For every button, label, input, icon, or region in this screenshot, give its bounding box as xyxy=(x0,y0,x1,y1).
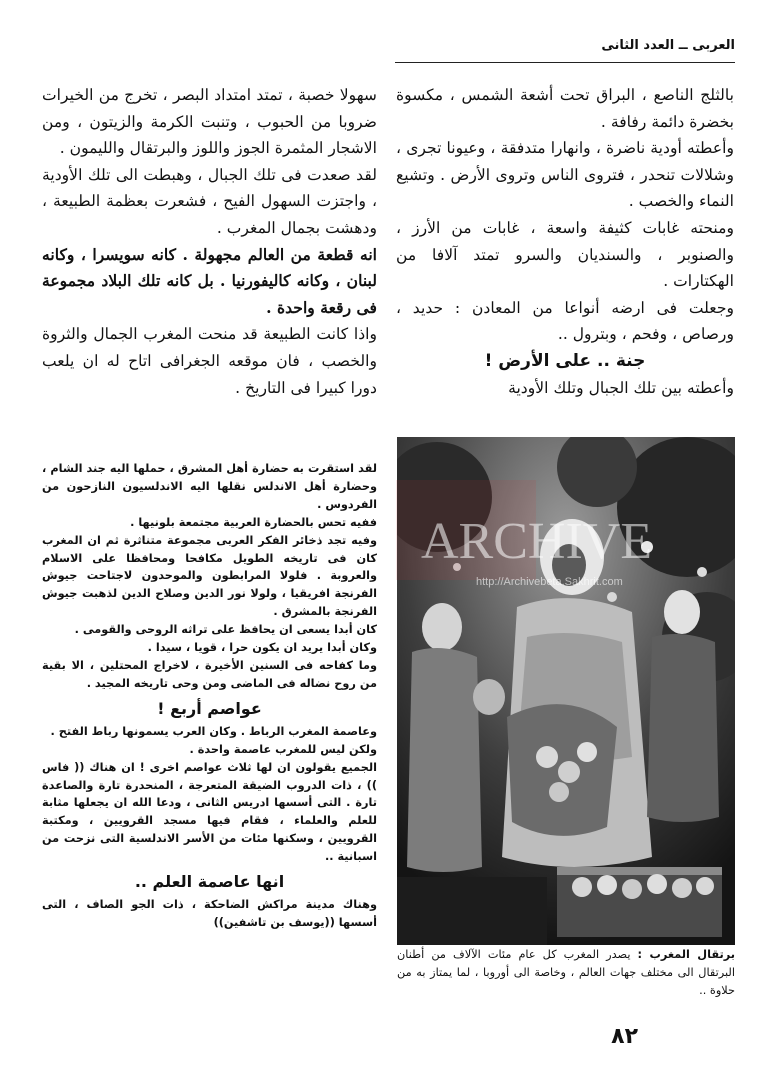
paragraph: ومنحته غابات كثيفة واسعة ، غابات من الأرز ، والصنوبر ، والسنديان والسرو تمتد آلافا من الهكتارات . xyxy=(396,218,734,291)
paragraph: وأعطته بين تلك الجبال وتلك الأودية xyxy=(508,378,734,397)
small-text-column xyxy=(42,460,377,932)
bold-passage: انه قطعة من العالم مجهولة . كانه سويسرا ، وكانه لبنان ، وكانه كاليفورنيا . بل كانه تلك البلاد مجموعة فى رقعة واحدة . xyxy=(42,244,377,317)
paragraph: كان أبدا يسعى ان يحافظ على تراثه الروحى والقومى . xyxy=(74,623,377,637)
paragraph: ففيه تحس بالحضارة العربية مجتمعة بلونيها . xyxy=(130,515,377,529)
watermark-text: ARCHIVE xyxy=(421,513,653,570)
paragraph: الجميع يقولون ان لها ثلاث عواصم اخرى ! ان هناك (( فاس )) ، ذات الدروب الضيقة المتعرجة ، المنحدرة تارة والصاعدة تارة . التى أسسها ادريس الثانى ، ودعا الله ان يجعلها مثابة للعلم والعلماء ، فقام فيها مسجد القرويين ، ومكتبة القرويين ، وسكنها مئات من الأسر الاندلسية التى نزحت من اسبانية .. xyxy=(42,760,377,864)
paragraph: لقد استقرت به حضارة أهل المشرق ، حملها اليه جند الشام ، وحضارة أهل الاندلس نقلها اليه الاندلسيون النازحون من الفردوس . xyxy=(42,462,377,511)
paragraph: وما كفاحه فى السنين الأخيرة ، لاخراج المحتلين ، الا بقية من روح نضاله فى الماضى ومن وحى تاريخه المجيد . xyxy=(42,658,377,690)
header-rule xyxy=(395,62,735,63)
page-number: ٨٢ xyxy=(611,1024,638,1049)
paragraph: واذا كانت الطبيعة قد منحت المغرب الجمال والثروة والخصب ، فان موقعه الجغرافى اتاح له ان يلعب دورا كبيرا فى التاريخ . xyxy=(42,325,377,397)
caption-text: يصدر المغرب كل عام مئات الآلاف من أطنان البرتقال الى مختلف جهات العالم ، وخاصة الى أوروبا ، لما يمتاز به من حلاوة .. xyxy=(397,948,735,997)
paragraph: وجعلت فى ارضه أنواعا من المعادن : حديد ، ورصاص ، وفحم ، وبترول .. xyxy=(396,298,734,344)
paragraph: بالثلج الناصع ، البراق تحت أشعة الشمس ، مكسوة بخضرة دائمة رفافة . xyxy=(396,86,734,131)
left-column xyxy=(42,82,377,401)
photo-caption xyxy=(397,946,735,1000)
caption-lead: برتقال المغرب : xyxy=(637,948,735,961)
subheading: عواصم أربع ! xyxy=(157,698,262,718)
paragraph: وعاصمة المغرب الرباط . وكان العرب يسمونها رباط الفتح . xyxy=(50,724,377,738)
paragraph: ولكن ليس للمغرب عاصمة واحدة . xyxy=(189,742,377,756)
watermark-url: http://Archivebeta.Sakhrit.com xyxy=(476,576,623,588)
paragraph: وكان أبدا يريد ان يكون حرا ، قويا ، سيدا . xyxy=(147,641,377,655)
paragraph: لقد صعدت فى تلك الجبال ، وهبطت الى تلك الأودية ، واجتزت السهول الفيح ، فشعرت بعظمة الطبيعة ، ودهشت بجمال المغرب . xyxy=(42,165,377,237)
running-header: العربى ــ العدد الثانى xyxy=(601,38,735,53)
subheading: جنة .. على الأرض ! xyxy=(484,350,646,371)
right-column xyxy=(396,82,734,401)
paragraph: وأعطته أودية ناضرة ، وانهارا متدفقة ، وعيونا تجرى ، وشلالات تنحدر ، فتروى الناس وتروى الأرض . وتشيع النماء والخصب . xyxy=(396,139,734,211)
photo-illustration xyxy=(397,437,735,945)
paragraph: وهناك مدينة مراكش الضاحكة ، ذات الجو الصاف ، التى أسسها ((يوسف بن تاشفين)) xyxy=(42,898,377,929)
subheading: انها عاصمة العلم .. xyxy=(134,872,285,892)
paragraph: وفيه تجد ذخائر الفكر العربى مجموعة متناثرة ثم ان المغرب كان فى تاريخه الطويل مكافحا ومحافظا على الاسلام والعروبة . فلولا المرابطون والموحدون لاجتاحت جيوش الفرنجة افريقيا ، ولولا نور الدين وصلاح الدين لذهبت جيوش الفرنجة بالمشرق . xyxy=(42,533,377,619)
paragraph: سهولا خصبة ، تمتد امتداد البصر ، تخرج من الخيرات ضروبا من الحبوب ، وتنبت الكرمة والزيتون ، ومن الاشجار المثمرة الجوز واللوز والبرتقال والليمون . xyxy=(42,86,377,158)
orange-harvest-photo xyxy=(397,437,735,945)
